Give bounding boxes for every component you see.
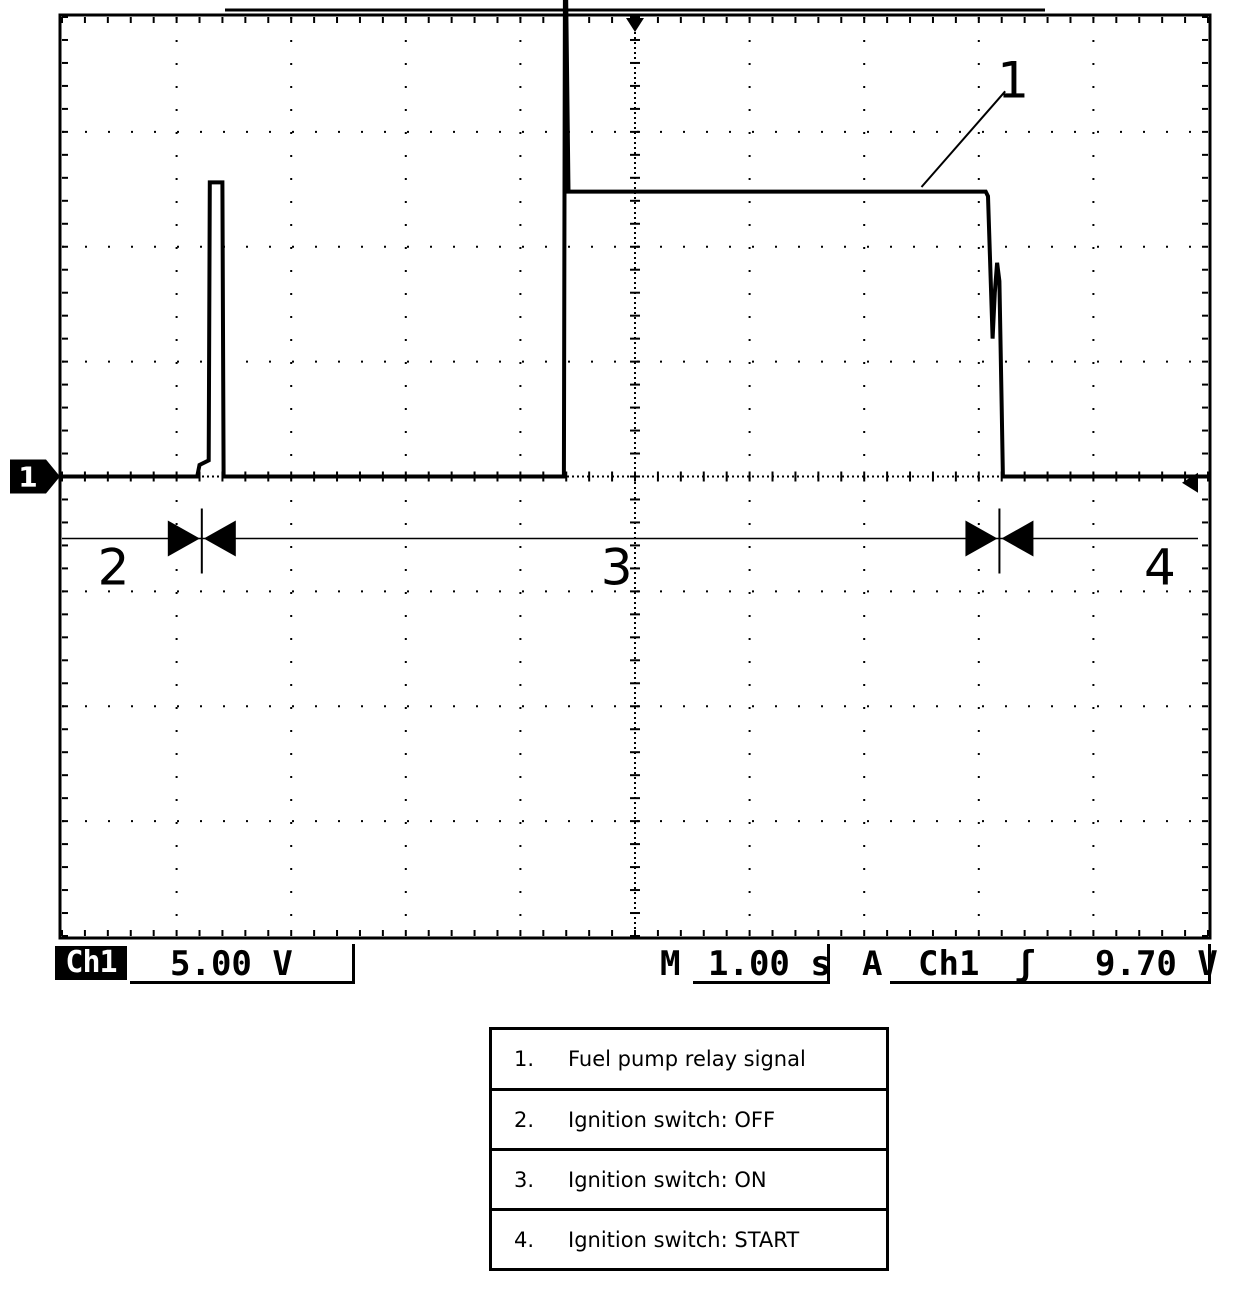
legend-text: Ignition switch: OFF [568, 1107, 776, 1132]
annotation-label: 2 [97, 538, 130, 597]
legend-num: 3. [514, 1167, 535, 1192]
legend-text: Ignition switch: START [568, 1227, 800, 1252]
cursor-arrow-right-icon [965, 521, 997, 557]
legend-num: 2. [514, 1107, 535, 1132]
volts-per-div: 5.00 V [170, 944, 293, 984]
legend-text: Ignition switch: ON [568, 1167, 767, 1192]
cursor-arrow-right-icon [168, 521, 200, 557]
cursor-arrow-left-icon [204, 521, 236, 557]
legend-num: 1. [514, 1047, 535, 1071]
annotation-label: 4 [1143, 538, 1176, 597]
annotations [62, 51, 1198, 596]
trigger-source: Ch1 [918, 944, 980, 984]
cursor-arrow-left-icon [1001, 521, 1033, 557]
legend-row [492, 1088, 886, 1148]
annotation-label: 3 [600, 538, 633, 597]
trigger-mode: A [862, 944, 883, 984]
trigger-level: 9.70 V [1095, 944, 1218, 984]
annotation-label: 1 [997, 51, 1030, 110]
trigger-position-icon [626, 18, 644, 32]
legend-row [492, 1030, 886, 1088]
legend-table [489, 1027, 889, 1271]
legend-num: 4. [514, 1227, 535, 1252]
trigger-slope-icon: ʃ [1015, 944, 1036, 984]
legend-row [492, 1148, 886, 1208]
timebase-label: M [660, 944, 681, 984]
timebase-value: 1.00 s [708, 944, 831, 984]
channel-ground-label: 1 [18, 460, 38, 494]
legend-row [492, 1208, 886, 1268]
annotation-leader-line [922, 91, 1006, 187]
legend-text: Fuel pump relay signal [568, 1047, 806, 1071]
channel-badge: Ch1 [55, 946, 127, 980]
